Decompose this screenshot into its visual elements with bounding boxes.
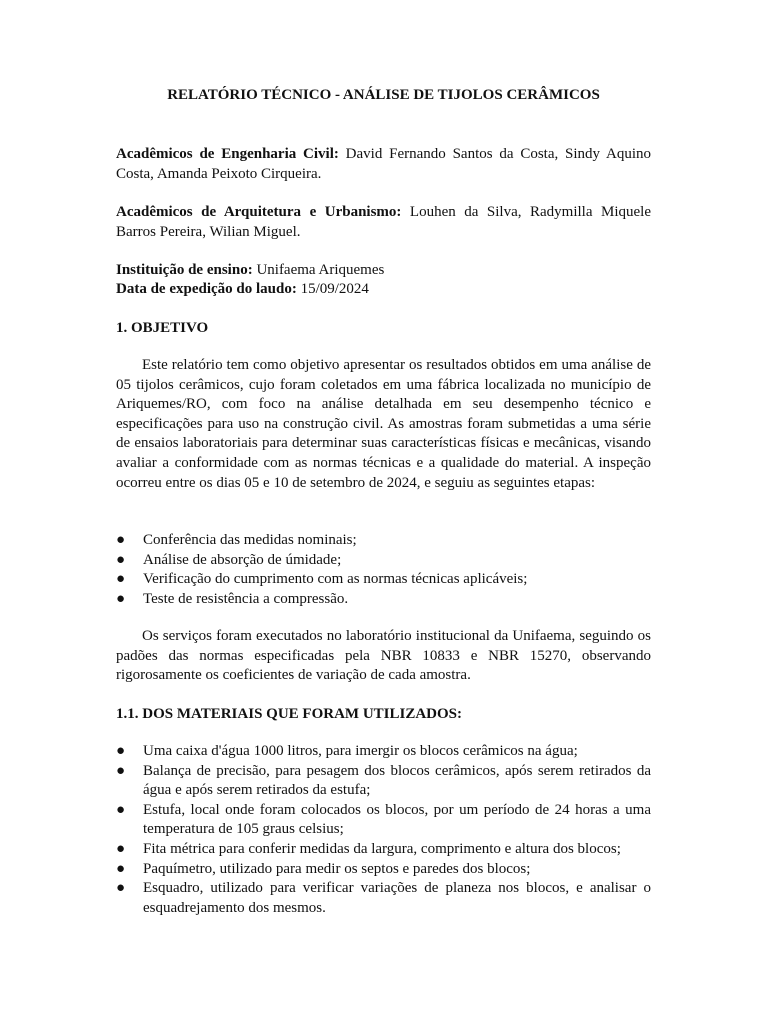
list-item: ● Teste de resistência a compressão.	[116, 590, 651, 610]
report-date-label: Data de expedição do laudo:	[116, 281, 297, 297]
bullet-icon: ●	[116, 762, 126, 779]
bullet-icon: ●	[116, 840, 126, 857]
list-item: ● Análise de absorção de úmidade;	[116, 551, 651, 571]
bullet-icon: ●	[116, 860, 126, 877]
report-date-value: 15/09/2024	[300, 281, 369, 297]
architecture-students	[116, 203, 651, 242]
section-objective-heading: 1. OBJETIVO	[116, 320, 209, 336]
civil-students-label: Acadêmicos de Engenharia Civil:	[116, 146, 339, 162]
bullet-icon: ●	[116, 590, 126, 607]
list-item: ● Fita métrica para conferir medidas da largura, comprimento e altura dos blocos;	[116, 840, 651, 860]
institution-line	[116, 261, 651, 281]
bullet-icon: ●	[116, 551, 126, 568]
list-item: ● Balança de precisão, para pesagem dos blocos cerâmicos, após serem retirados da água e após serem retirados da estufa;	[116, 762, 651, 799]
architecture-students-label: Acadêmicos de Arquitetura e Urbanismo:	[116, 204, 402, 220]
institution-label: Instituição de ensino:	[116, 262, 253, 278]
objective-paragraph: Este relatório tem como objetivo apresentar os resultados obtidos em uma análise de 05 tijolos cerâmicos, cujo foram coletados em uma fábrica localizada no município de Ariquemes/RO, com foco na análise detalhada em seu desempenho técnico e especificações para uso na construção civil. As amostras foram submetidas a uma série de ensaios laboratoriais para determinar suas características físicas e mecânicas, visando avaliar a conformidade com as normas técnicas e a qualidade do material. A inspeção ocorreu entre os dias 05 e 10 de setembro de 2024, e seguiu as seguintes etapas:	[116, 357, 651, 491]
bullet-icon: ●	[116, 801, 126, 818]
list-item: ● Esquadro, utilizado para verificar variações de planeza nos blocos, e analisar o esquadrejamento dos mesmos.	[116, 880, 651, 916]
list-item: ● Estufa, local onde foram colocados os blocos, por um período de 24 horas a uma temperatura de 105 graus celsius;	[116, 801, 651, 838]
bullet-icon: ●	[116, 571, 126, 588]
services-paragraph: Os serviços foram executados no laboratório institucional da Unifaema, seguindo os padões das normas especificadas pela NBR 10833 e NBR 15270, observando rigorosamente os coeficientes de variação de cada amostra.	[116, 628, 651, 684]
list-item: ● Paquímetro, utilizado para medir os septos e paredes dos blocos;	[116, 860, 651, 880]
bullet-icon: ●	[116, 880, 126, 897]
civil-students-names: David Fernando Santos da Costa, Sindy Aquino Costa, Amanda Peixoto Cirqueira.	[116, 146, 651, 182]
document-title: RELATÓRIO TÉCNICO - ANÁLISE DE TIJOLOS CERÂMICOS	[167, 87, 600, 103]
list-item: ● Verificação do cumprimento com as normas técnicas aplicáveis;	[116, 570, 651, 590]
bullet-icon: ●	[116, 743, 126, 759]
institution-value: Unifaema Ariquemes	[256, 262, 385, 278]
architecture-students-names: Louhen da Silva, Radymilla Miquele Barros Pereira, Wilian Miguel.	[116, 204, 651, 240]
materials-list	[116, 742, 651, 918]
section-materials-heading: 1.1. DOS MATERIAIS QUE FORAM UTILIZADOS:	[116, 706, 463, 722]
bullet-icon: ●	[116, 532, 126, 548]
civil-students	[116, 145, 651, 184]
list-item: ● Conferência das medidas nominais;	[116, 531, 651, 551]
inspection-steps-list	[116, 531, 651, 609]
report-date-line	[116, 280, 651, 300]
list-item: ● Uma caixa d'água 1000 litros, para imergir os blocos cerâmicos na água;	[116, 742, 651, 762]
